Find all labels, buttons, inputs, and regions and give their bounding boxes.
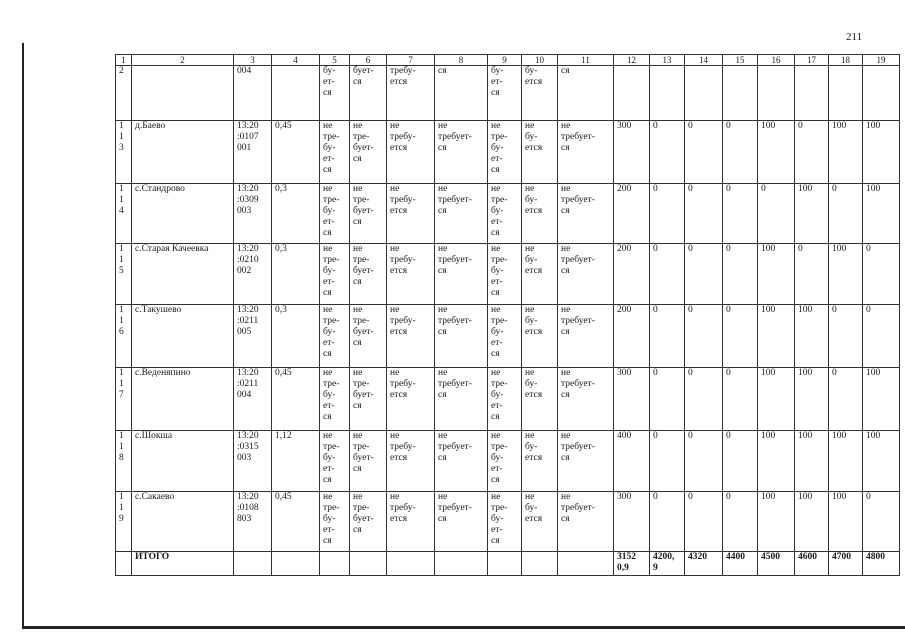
table-cell: 13:20 :0309 003 bbox=[234, 184, 272, 244]
table-cell: не тре- бу- ет- ся bbox=[320, 244, 350, 305]
table-cell bbox=[795, 66, 829, 121]
header-row bbox=[116, 55, 900, 66]
table-cell: не бу- ется bbox=[522, 184, 558, 244]
table-cell: ИТОГО bbox=[132, 552, 234, 576]
table-cell: не требует- ся bbox=[435, 492, 488, 552]
table-cell: 0 bbox=[685, 368, 723, 431]
table-cell: не тре- бу- ет- ся bbox=[488, 368, 522, 431]
table-cell: 400 bbox=[614, 431, 650, 492]
table-cell: 0 bbox=[685, 121, 723, 184]
table-cell: бу- ет- ся bbox=[320, 66, 350, 121]
table-cell: 100 bbox=[863, 431, 900, 492]
table-cell: не бу- ется bbox=[522, 492, 558, 552]
table-cell: не требу- ется bbox=[387, 244, 435, 305]
table-cell bbox=[758, 66, 795, 121]
table-cell: 13:20 :0315 003 bbox=[234, 431, 272, 492]
table-cell bbox=[234, 552, 272, 576]
table-cell: не требует- ся bbox=[558, 368, 614, 431]
table-cell: 200 bbox=[614, 244, 650, 305]
table-cell: 1 1 5 bbox=[116, 244, 132, 305]
table-cell: не тре- бует- ся bbox=[350, 492, 387, 552]
table-cell: не тре- бу- ет- ся bbox=[320, 492, 350, 552]
header-cell: 19 bbox=[863, 55, 900, 66]
table-cell: 300 bbox=[614, 492, 650, 552]
table-cell: 0,45 bbox=[272, 368, 320, 431]
table-cell: 0 bbox=[650, 121, 685, 184]
table-cell: 100 bbox=[758, 305, 795, 368]
table-cell: 4700 bbox=[829, 552, 863, 576]
table-cell: 0 bbox=[795, 244, 829, 305]
table-cell: ся bbox=[435, 66, 488, 121]
table-cell bbox=[132, 66, 234, 121]
table-cell: 0 bbox=[723, 184, 758, 244]
table-cell bbox=[685, 66, 723, 121]
header-cell: 6 bbox=[350, 55, 387, 66]
table-cell: 0 bbox=[650, 305, 685, 368]
table-cell: не бу- ется bbox=[522, 305, 558, 368]
table-cell: 004 bbox=[234, 66, 272, 121]
table-cell: 0 bbox=[685, 431, 723, 492]
table-cell: 0,45 bbox=[272, 121, 320, 184]
table-cell: не требует- ся bbox=[435, 368, 488, 431]
table-cell: д.Баево bbox=[132, 121, 234, 184]
table-cell: 0 bbox=[650, 368, 685, 431]
table-cell: не требу- ется bbox=[387, 121, 435, 184]
table-cell: 1,12 bbox=[272, 431, 320, 492]
total-row bbox=[116, 552, 900, 576]
table-cell: 0,3 bbox=[272, 305, 320, 368]
table-cell bbox=[650, 66, 685, 121]
table-cell: с.Веденяпино bbox=[132, 368, 234, 431]
table-cell: 13:20 :0210 002 bbox=[234, 244, 272, 305]
table-cell bbox=[387, 552, 435, 576]
table-cell: 1 1 9 bbox=[116, 492, 132, 552]
table-cell: 0 bbox=[650, 244, 685, 305]
table-cell: не требует- ся bbox=[558, 121, 614, 184]
table-row bbox=[116, 66, 900, 121]
table-cell: 0 bbox=[685, 184, 723, 244]
table-cell: не тре- бует- ся bbox=[350, 431, 387, 492]
header-cell: 12 bbox=[614, 55, 650, 66]
header-cell: 10 bbox=[522, 55, 558, 66]
table-cell: 0 bbox=[723, 492, 758, 552]
table-cell: 13:20 :0108 803 bbox=[234, 492, 272, 552]
table-cell: не требует- ся bbox=[558, 184, 614, 244]
table-cell: 0 bbox=[758, 184, 795, 244]
table-row bbox=[116, 431, 900, 492]
table-cell: 0 bbox=[829, 305, 863, 368]
table-cell: 100 bbox=[829, 121, 863, 184]
table-cell: бу- ется bbox=[522, 66, 558, 121]
table-row bbox=[116, 244, 900, 305]
table-cell: 0 bbox=[723, 368, 758, 431]
table-cell: 0 bbox=[795, 121, 829, 184]
table-cell bbox=[272, 552, 320, 576]
table-row bbox=[116, 305, 900, 368]
table-cell: 100 bbox=[758, 492, 795, 552]
table-cell: 100 bbox=[863, 121, 900, 184]
table-cell: 1 1 8 bbox=[116, 431, 132, 492]
page-number: 211 bbox=[846, 31, 863, 43]
table-cell: 0 bbox=[650, 431, 685, 492]
table-cell: 0,3 bbox=[272, 244, 320, 305]
table-cell: 100 bbox=[795, 305, 829, 368]
table-cell: 200 bbox=[614, 305, 650, 368]
table-cell: 0 bbox=[685, 244, 723, 305]
table-cell: 0 bbox=[685, 492, 723, 552]
table-cell: не требует- ся bbox=[435, 244, 488, 305]
data-table bbox=[115, 54, 900, 576]
table-cell: не тре- бу- ет- ся bbox=[320, 121, 350, 184]
header-cell: 2 bbox=[132, 55, 234, 66]
table-cell: 100 bbox=[795, 184, 829, 244]
table-cell: 100 bbox=[829, 244, 863, 305]
table-cell: 0 bbox=[723, 305, 758, 368]
table-cell bbox=[723, 66, 758, 121]
table-cell: 300 bbox=[614, 121, 650, 184]
header-cell: 9 bbox=[488, 55, 522, 66]
table-cell: не тре- бует- ся bbox=[350, 121, 387, 184]
table-cell bbox=[272, 66, 320, 121]
table-cell: 0 bbox=[723, 121, 758, 184]
table-cell: не требу- ется bbox=[387, 492, 435, 552]
table-cell: 100 bbox=[758, 121, 795, 184]
table-cell: 4500 bbox=[758, 552, 795, 576]
table-cell: 3152 0,9 bbox=[614, 552, 650, 576]
table-cell: не тре- бу- ет- ся bbox=[320, 184, 350, 244]
table-cell: не тре- бу- ет- ся bbox=[488, 431, 522, 492]
table-cell: с.Старая Качеевка bbox=[132, 244, 234, 305]
table-cell: 100 bbox=[758, 431, 795, 492]
table-row bbox=[116, 492, 900, 552]
header-cell: 1 bbox=[116, 55, 132, 66]
table-row bbox=[116, 368, 900, 431]
table-cell: 100 bbox=[758, 368, 795, 431]
table-cell: 1 1 7 bbox=[116, 368, 132, 431]
table-cell: 0 bbox=[863, 492, 900, 552]
header-cell: 16 bbox=[758, 55, 795, 66]
table-cell: бу- ет- ся bbox=[488, 66, 522, 121]
table-cell: не требует- ся bbox=[558, 492, 614, 552]
left-margin-rule bbox=[22, 43, 24, 628]
table-cell: не требует- ся bbox=[435, 431, 488, 492]
table-cell: 0 bbox=[650, 184, 685, 244]
table-cell: не тре- бу- ет- ся bbox=[488, 184, 522, 244]
table-cell: не тре- бует- ся bbox=[350, 244, 387, 305]
table-cell: не требует- ся bbox=[558, 305, 614, 368]
table-cell: не тре- бу- ет- ся bbox=[488, 121, 522, 184]
table-cell: 4200, 9 bbox=[650, 552, 685, 576]
bottom-rule bbox=[22, 626, 905, 629]
table-cell: 1 1 4 bbox=[116, 184, 132, 244]
table-cell: с.Такушево bbox=[132, 305, 234, 368]
table-cell: 100 bbox=[795, 492, 829, 552]
table-cell: 1 1 3 bbox=[116, 121, 132, 184]
table-cell: с.Шокша bbox=[132, 431, 234, 492]
header-cell: 3 bbox=[234, 55, 272, 66]
table-cell: не требует- ся bbox=[558, 244, 614, 305]
table-cell: не тре- бу- ет- ся bbox=[488, 305, 522, 368]
table-cell: 100 bbox=[863, 368, 900, 431]
table-row bbox=[116, 184, 900, 244]
table-cell bbox=[320, 552, 350, 576]
table-cell: 0 bbox=[685, 305, 723, 368]
table-cell bbox=[829, 66, 863, 121]
table-cell: 100 bbox=[795, 368, 829, 431]
header-cell: 18 bbox=[829, 55, 863, 66]
table-cell: бует- ся bbox=[350, 66, 387, 121]
table-cell bbox=[558, 552, 614, 576]
table-cell bbox=[863, 66, 900, 121]
table-cell: 0 bbox=[829, 184, 863, 244]
table-cell: требу- ется bbox=[387, 66, 435, 121]
table-cell: не бу- ется bbox=[522, 368, 558, 431]
table-cell: с.Стандрово bbox=[132, 184, 234, 244]
table-cell: 100 bbox=[829, 492, 863, 552]
table-cell: не тре- бу- ет- ся bbox=[488, 244, 522, 305]
table-cell: 0 bbox=[650, 492, 685, 552]
header-cell: 5 bbox=[320, 55, 350, 66]
table-cell: 0 bbox=[829, 368, 863, 431]
table-cell: не требу- ется bbox=[387, 431, 435, 492]
table-cell: не бу- ется bbox=[522, 431, 558, 492]
header-cell: 13 bbox=[650, 55, 685, 66]
table-cell: не тре- бует- ся bbox=[350, 305, 387, 368]
table-cell: 100 bbox=[795, 431, 829, 492]
table-cell: 200 bbox=[614, 184, 650, 244]
table-cell: не требует- ся bbox=[435, 305, 488, 368]
table-cell: 4320 bbox=[685, 552, 723, 576]
table-cell: ся bbox=[558, 66, 614, 121]
table-cell: не требует- ся bbox=[558, 431, 614, 492]
table-cell: не бу- ется bbox=[522, 244, 558, 305]
table-cell: не требу- ется bbox=[387, 305, 435, 368]
table-cell: 13:20 :0211 005 bbox=[234, 305, 272, 368]
table-cell bbox=[435, 552, 488, 576]
table-cell: 0 bbox=[863, 244, 900, 305]
table-cell: 4600 bbox=[795, 552, 829, 576]
table-cell: не тре- бу- ет- ся bbox=[488, 492, 522, 552]
table-cell: 1 1 6 bbox=[116, 305, 132, 368]
table-cell: не тре- бу- ет- ся bbox=[320, 305, 350, 368]
table-cell: не требу- ется bbox=[387, 368, 435, 431]
table-cell: 0,3 bbox=[272, 184, 320, 244]
table-cell: не тре- бует- ся bbox=[350, 368, 387, 431]
table-cell: 0,45 bbox=[272, 492, 320, 552]
table-cell: 4800 bbox=[863, 552, 900, 576]
table-cell: не требует- ся bbox=[435, 184, 488, 244]
table-cell: не тре- бу- ет- ся bbox=[320, 431, 350, 492]
table-cell: не требует- ся bbox=[435, 121, 488, 184]
table-cell bbox=[116, 552, 132, 576]
header-cell: 4 bbox=[272, 55, 320, 66]
header-cell: 15 bbox=[723, 55, 758, 66]
table-cell: не требу- ется bbox=[387, 184, 435, 244]
table-cell: с.Сакаево bbox=[132, 492, 234, 552]
header-cell: 7 bbox=[387, 55, 435, 66]
table-cell: 0 bbox=[723, 431, 758, 492]
table-cell: 0 bbox=[723, 244, 758, 305]
table-row bbox=[116, 121, 900, 184]
header-cell: 14 bbox=[685, 55, 723, 66]
table-cell: 13:20 :0107 001 bbox=[234, 121, 272, 184]
table-cell: не бу- ется bbox=[522, 121, 558, 184]
table-cell: 4400 bbox=[723, 552, 758, 576]
header-cell: 11 bbox=[558, 55, 614, 66]
table-cell: не тре- бу- ет- ся bbox=[320, 368, 350, 431]
table-cell: 100 bbox=[829, 431, 863, 492]
table-cell: 100 bbox=[758, 244, 795, 305]
header-cell: 17 bbox=[795, 55, 829, 66]
table-cell bbox=[350, 552, 387, 576]
table-cell bbox=[614, 66, 650, 121]
table-cell: не тре- бует- ся bbox=[350, 184, 387, 244]
table-cell: 100 bbox=[863, 184, 900, 244]
table-cell bbox=[488, 552, 522, 576]
table-cell: 0 bbox=[863, 305, 900, 368]
table-cell: 2 bbox=[116, 66, 132, 121]
table-cell: 300 bbox=[614, 368, 650, 431]
header-cell: 8 bbox=[435, 55, 488, 66]
table-cell: 13:20 :0211 004 bbox=[234, 368, 272, 431]
table-cell bbox=[522, 552, 558, 576]
